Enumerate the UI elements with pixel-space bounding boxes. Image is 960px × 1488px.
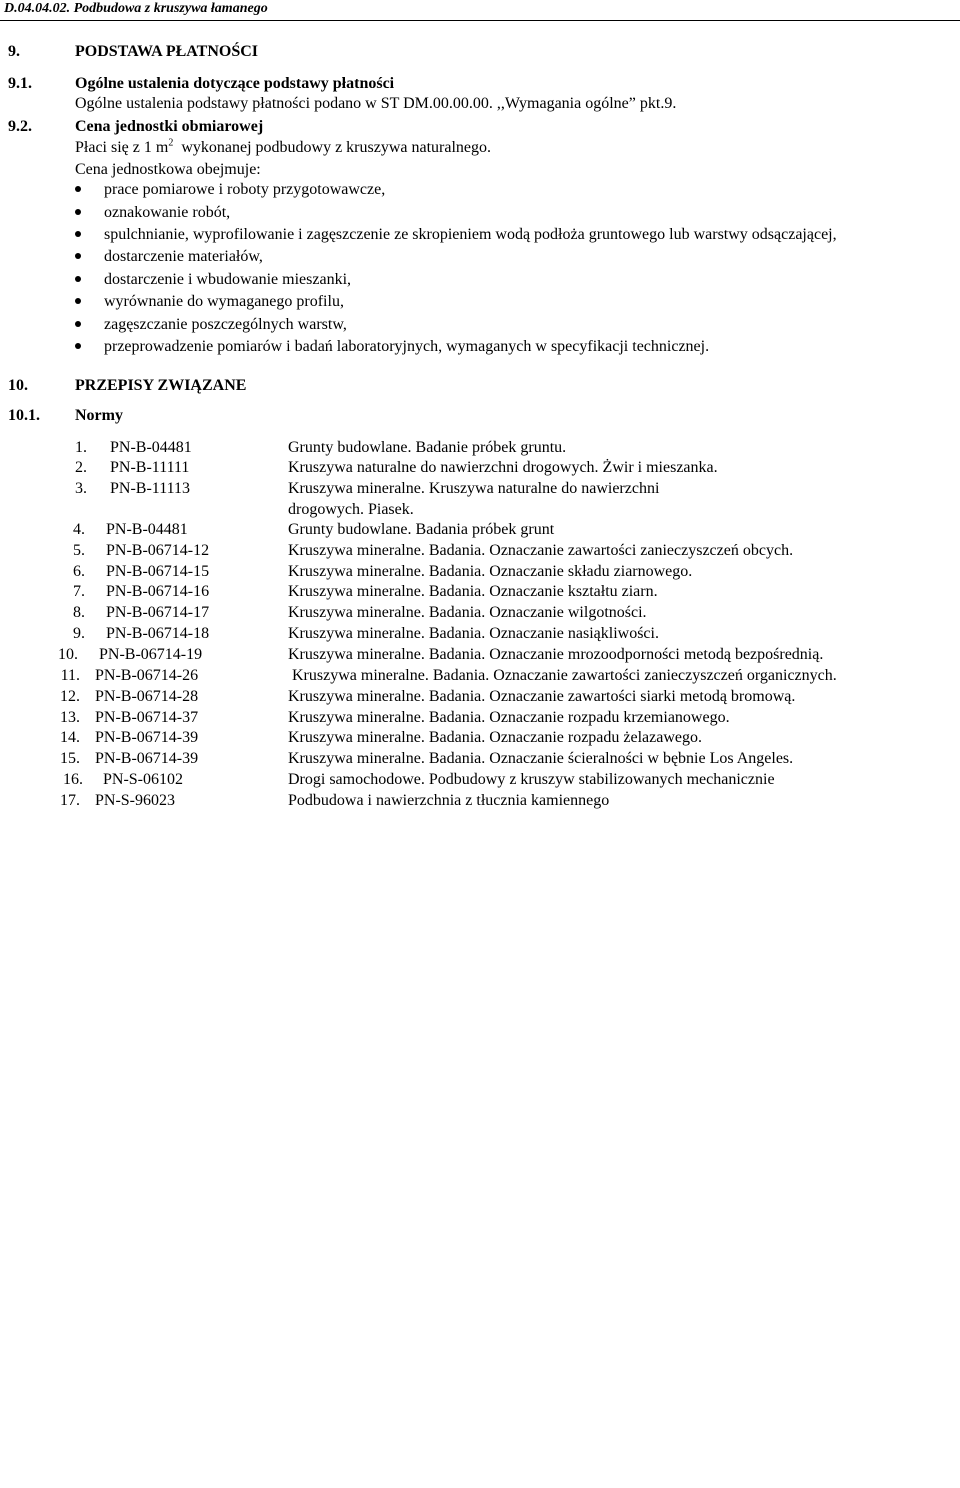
header-rule — [0, 20, 960, 21]
norm-description: Kruszywa mineralne. Badania. Oznaczanie mrozoodporności metodą bezpośrednią. — [288, 646, 824, 663]
norm-code: PN-S-06102 — [103, 771, 184, 788]
norm-code: PN-B-06714-37 — [95, 709, 199, 726]
norm-number: 13. — [60, 709, 80, 726]
bullet-icon — [75, 276, 81, 282]
bullet-icon — [75, 321, 81, 327]
list-item: spulchnianie, wyprofilowanie i zagęszczenie ze skropieniem wodą podłoża gruntowego lub warstwy odsączającej, — [104, 226, 837, 243]
norm-description: Kruszywa mineralne. Badania. Oznaczanie rozpadu żelazawego. — [288, 729, 703, 746]
section-9-2-number: 9.2. — [8, 118, 32, 135]
norm-number: 15. — [60, 750, 80, 767]
norm-number: 8. — [73, 604, 85, 621]
section-10-1-title: Normy — [75, 407, 123, 424]
norm-code: PN-B-06714-18 — [106, 625, 210, 642]
norm-description: Kruszywa mineralne. Badania. Oznaczanie rozpadu krzemianowego. — [288, 709, 730, 726]
list-item: zagęszczanie poszczególnych warstw, — [104, 316, 347, 333]
bullet-icon — [75, 231, 81, 237]
section-9-1-title: Ogólne ustalenia dotyczące podstawy płatności — [75, 75, 395, 92]
norm-code: PN-B-11111 — [110, 459, 190, 476]
norm-description: Kruszywa mineralne. Badania. Oznaczanie zawartości zanieczyszczeń organicznych. — [292, 667, 837, 684]
norm-number: 14. — [60, 729, 80, 746]
norm-code: PN-B-06714-39 — [95, 750, 199, 767]
norm-description: Grunty budowlane. Badania próbek grunt — [288, 521, 555, 538]
list-item: prace pomiarowe i roboty przygotowawcze, — [104, 181, 386, 198]
section-9-2-text — [75, 137, 492, 156]
norm-description-continued: drogowych. Piasek. — [288, 501, 414, 518]
section-10-title: PRZEPISY ZWIĄZANE — [75, 377, 247, 394]
unit-superscript: 2 — [168, 137, 174, 149]
norm-description: Kruszywa mineralne. Badania. Oznaczanie kształtu ziarn. — [288, 583, 658, 600]
norm-number: 9. — [73, 625, 85, 642]
norm-code: PN-B-04481 — [106, 521, 188, 538]
norm-description: Kruszywa mineralne. Badania. Oznaczanie nasiąkliwości. — [288, 625, 659, 642]
norm-description: Kruszywa mineralne. Badania. Oznaczanie wilgotności. — [288, 604, 647, 621]
list-item: dostarczenie i wbudowanie mieszanki, — [104, 271, 352, 288]
norm-description: Kruszywa mineralne. Badania. Oznaczanie zawartości zanieczyszczeń obcych. — [288, 542, 794, 559]
norm-description: Kruszywa naturalne do nawierzchni drogowych. Żwir i mieszanka. — [288, 459, 718, 476]
unit-text-before: Płaci się z 1 m — [75, 139, 169, 156]
norm-code: PN-B-04481 — [110, 439, 192, 456]
section-9-1-text: Ogólne ustalenia podstawy płatności podano w ST DM.00.00.00. ,,Wymagania ogólne” pkt.9. — [75, 95, 677, 112]
price-includes-intro: Cena jednostkowa obejmuje: — [75, 161, 261, 178]
norm-number: 2. — [75, 459, 87, 476]
unit-text-after: wykonanej podbudowy z kruszywa naturalnego. — [181, 139, 492, 156]
list-item: dostarczenie materiałów, — [104, 248, 263, 265]
list-item: wyrównanie do wymaganego profilu, — [104, 293, 344, 310]
norm-number: 1. — [75, 439, 87, 456]
norm-code: PN-B-06714-19 — [99, 646, 203, 663]
section-9-2-title: Cena jednostki obmiarowej — [75, 118, 264, 135]
norm-description: Kruszywa mineralne. Badania. Oznaczanie składu ziarnowego. — [288, 563, 693, 580]
norm-number: 17. — [60, 792, 80, 809]
norm-description: Grunty budowlane. Badanie próbek gruntu. — [288, 439, 567, 456]
list-item: przeprowadzenie pomiarów i badań laboratoryjnych, wymaganych w specyfikacji technicznej. — [104, 338, 710, 355]
norm-description: Podbudowa i nawierzchnia z tłucznia kamiennego — [288, 792, 610, 809]
bullet-icon — [75, 298, 81, 304]
norm-number: 6. — [73, 563, 85, 580]
norm-number: 7. — [73, 583, 85, 600]
norm-description: Kruszywa mineralne. Kruszywa naturalne do nawierzchni — [288, 480, 660, 497]
section-9-1-number: 9.1. — [8, 75, 32, 92]
norm-code: PN-S-96023 — [95, 792, 176, 809]
section-9-number: 9. — [8, 43, 20, 60]
section-9-title: PODSTAWA PŁATNOŚCI — [75, 43, 258, 60]
list-item: oznakowanie robót, — [104, 204, 231, 221]
norm-code: PN-B-06714-12 — [106, 542, 210, 559]
norm-number: 3. — [75, 480, 87, 497]
norm-code: PN-B-06714-26 — [95, 667, 199, 684]
norm-number: 16. — [63, 771, 83, 788]
norm-code: PN-B-06714-28 — [95, 688, 199, 705]
norm-description: Kruszywa mineralne. Badania. Oznaczanie zawartości siarki metodą bromową. — [288, 688, 796, 705]
norm-code: PN-B-11113 — [110, 480, 190, 497]
norm-number: 4. — [73, 521, 85, 538]
norm-code: PN-B-06714-17 — [106, 604, 210, 621]
norm-description: Drogi samochodowe. Podbudowy z kruszyw stabilizowanych mechanicznie — [288, 771, 775, 788]
section-10-1-number: 10.1. — [8, 407, 40, 424]
bullet-icon — [75, 186, 81, 192]
norm-description: Kruszywa mineralne. Badania. Oznaczanie ścieralności w bębnie Los Angeles. — [288, 750, 794, 767]
norm-code: PN-B-06714-16 — [106, 583, 210, 600]
bullet-icon — [75, 343, 81, 349]
norm-number: 11. — [60, 667, 80, 684]
section-10-number: 10. — [8, 377, 28, 394]
bullet-icon — [75, 253, 81, 259]
running-header: D.04.04.02. Podbudowa z kruszywa łamanego — [4, 1, 268, 16]
norm-code: PN-B-06714-15 — [106, 563, 210, 580]
norm-number: 5. — [73, 542, 85, 559]
norm-code: PN-B-06714-39 — [95, 729, 199, 746]
norm-number: 10. — [58, 646, 78, 663]
norm-number: 12. — [60, 688, 80, 705]
bullet-icon — [75, 209, 81, 215]
